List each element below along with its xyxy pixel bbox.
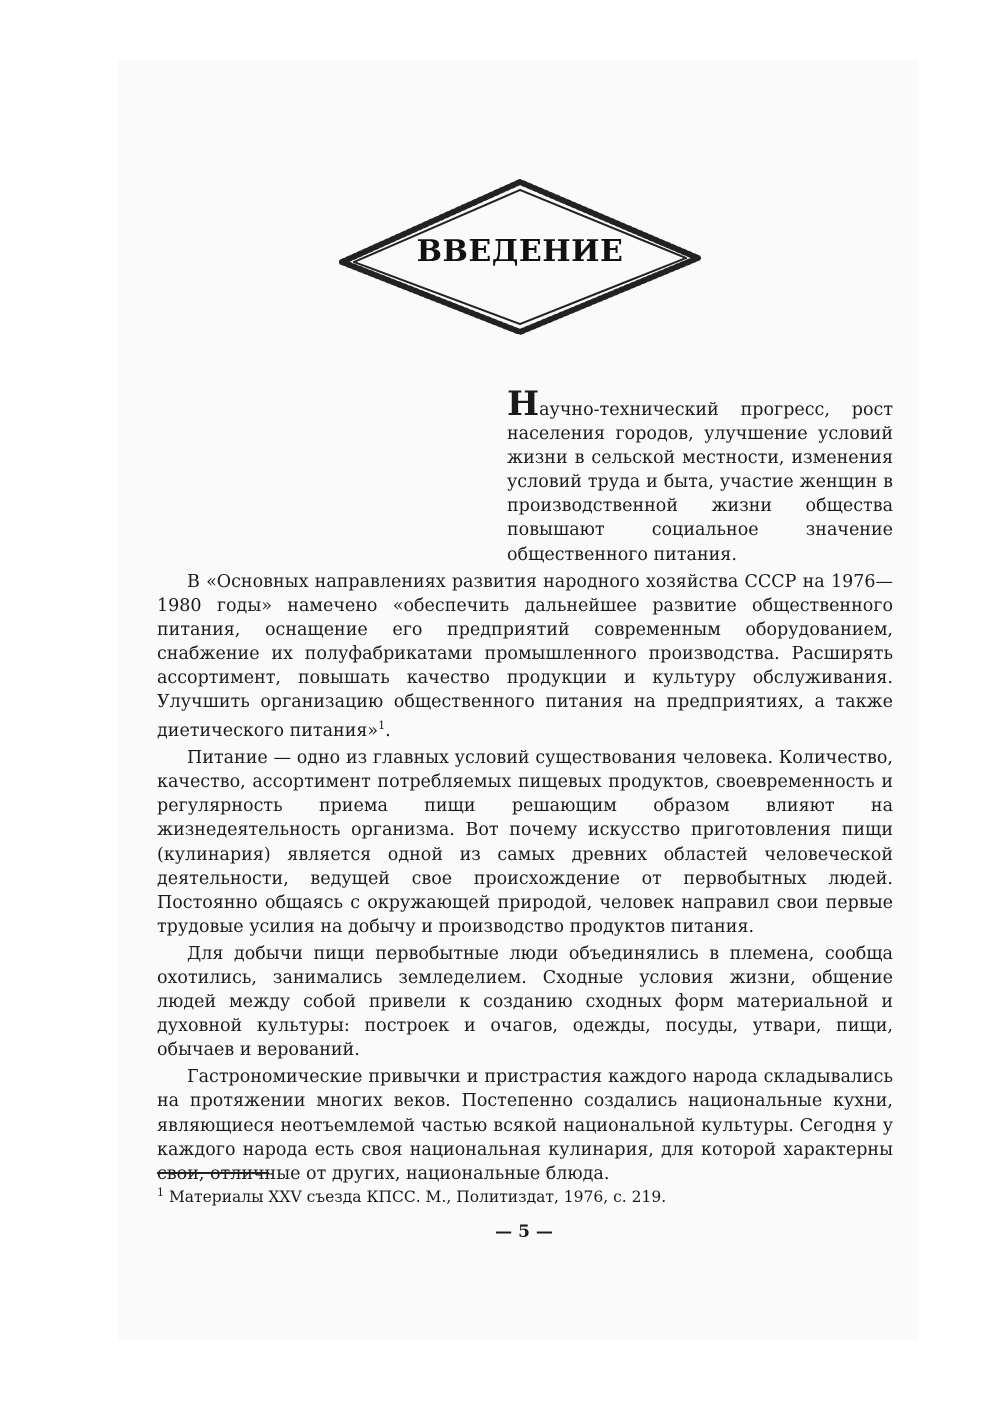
paragraph: Питание — одно из главных условий существования человека. Количество, качество, ассортимент потребляемых пищевых продуктов, своевременность и регулярность приема пищи решающим образом влияют на жизнедеятельность организма. Вот почему искусство приготовления пищи (кулинария) является одной из самых древних областей человеческой деятельности, ведущей свое происхождение от первобытных людей. Постоянно общаясь с окружающей природой, человек направил свои первые трудовые усилия на добычу и производство продуктов питания. xyxy=(157,748,893,937)
paragraph-end: . xyxy=(385,721,391,742)
paragraph: Гастрономические привычки и пристрастия каждого народа складывались на протяжении многих веков. Постепенно создались национальные кухни, являющиеся неотъемлемой частью всякой национальной культуры. Сегодня у каждого народа есть своя национальная кулинария, для которой характерны свои, отличные от других, национальные блюда. xyxy=(157,1067,893,1184)
footnote-ref[interactable]: 1 xyxy=(378,719,386,733)
footnote-divider xyxy=(157,1172,269,1174)
paragraph xyxy=(157,570,893,743)
chapter-title: ВВЕДЕНИЕ xyxy=(416,234,624,269)
paragraph-text: В «Основных направлениях развития народного хозяйства СССР на 1976—1980 годы» намечено «обеспечить дальнейшее развитие общественного питания, оснащение его предприятий современным оборудованием, снабжение их полуфабрикатами промышленного производства. Расширять ассортимент, повышать качество продукции и культуру обслуживания. Улучшить организацию общественного питания на предприятиях, а также диетического питания» xyxy=(157,571,893,742)
paragraph xyxy=(157,384,893,567)
paragraph-text: аучно-технический прогресс, рост населения городов, улучшение условий жизни в сельской местности, изменения условий труда и быта, участие женщин в производственной жизни общества повышают социальное значение общественного питания. xyxy=(507,400,893,565)
footnote-text: Материалы XXV съезда КПСС. М., Политиздат, 1976, с. 219. xyxy=(168,1188,667,1207)
footnote-marker: 1 xyxy=(157,1186,164,1199)
drop-cap: Н xyxy=(507,384,540,424)
paragraph: Для добычи пищи первобытные люди объединялись в племена, сообща охотились, занимались земледелием. Сходные условия жизни, общение людей между собой привели к созданию сходных форм материальной и духовной культуры: построек и очагов, одежды, посуды, утвари, пищи, обычаев и верований. xyxy=(157,943,893,1061)
main-text xyxy=(157,384,893,1189)
footnote xyxy=(157,1186,893,1206)
page-number: — 5 — xyxy=(495,1222,553,1242)
chapter-heading xyxy=(336,176,704,338)
